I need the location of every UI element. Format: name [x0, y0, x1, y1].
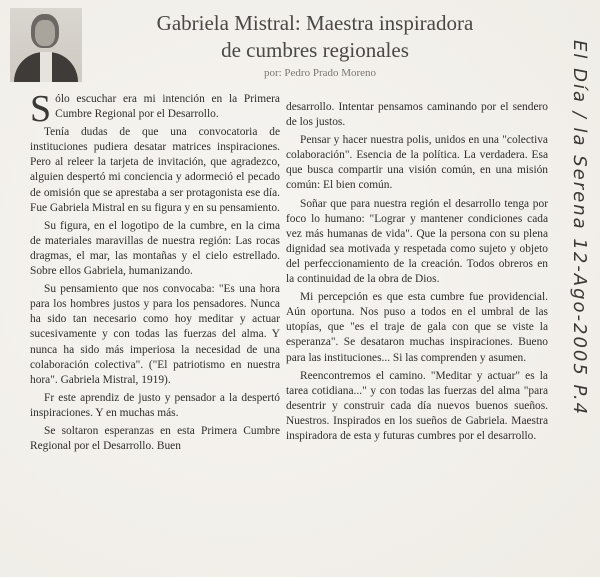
portrait-face — [35, 20, 55, 46]
article-byline: por: Pedro Prado Moreno — [263, 67, 377, 79]
paragraph: Reencontremos el camino. "Meditar y actuar" es la tarea cotidiana..." y con todas las fuerzas del alma "para desentrir y construir cada día nuevos buenos sueños. Nuestros. Inspirados en los sueños de Gabriela. Maestra inspiradora de esta y futuras cumbres por el desarrollo. — [286, 369, 548, 442]
drop-cap: S — [30, 88, 52, 130]
article-column-right — [286, 100, 548, 447]
handwritten-source-note — [560, 40, 594, 460]
paragraph: Soñar que para nuestra región el desarrollo tenga por foco lo humano: "Lograr y mantener condiciones cada vez más humanas de vida". Que la persona con su plena dignidad sea motivada y respetada como sujeto y objeto del perfeccionamiento de la creación. Todos obreros en la continuidad de la obra de Dios. — [286, 197, 548, 286]
paragraph: desarrollo. Intentar pensamos caminando por el sendero de los justos. — [286, 101, 548, 129]
portrait-shirt — [40, 52, 52, 82]
article-column-left — [30, 88, 280, 457]
paragraph-text: ólo escuchar era mi intención en la Primera Cumbre Regional por el Desarrollo. — [55, 93, 280, 121]
paragraph — [30, 88, 280, 130]
handwritten-note-text: El Día / la Serena 12-Ago-2005 P.4 — [569, 40, 590, 417]
paragraph: Pensar y hacer nuestra polis, unidos en una "colectiva colaboración". Esencia de la política. La verdadera. Esa que busca compartir una visión común, en una misión común: El bien común. — [286, 134, 548, 192]
paragraph: Mi percepción es que esta cumbre fue providencial. Aún oportuna. Nos puso a todos en el umbral de las utopías, que "es el traje de gala con que se viste la esperanza". Se desataron muchas inspiraciones. Bueno para las instituciones... Si las comprenden y asumen. — [286, 291, 548, 364]
paragraph: Su figura, en el logotipo de la cumbre, en la cima de materiales maravillas de nuestra región: Las rocas dragmas, el mar, las montañas y el cielo estrellado. Sobre ellos Gabriela, humanizando. — [30, 219, 280, 278]
paragraph: Su pensamiento que nos convocaba: "Es una hora para los hombres justos y para los pensadores. Nunca ha sido tan necesario como hoy meditar y actuar sucesivamente y con todas las fuerzas del alma. Y nunca ha sido más imperiosa la necesidad de una colaboración colectiva". ("El patriotismo en nuestra hora". Gabriela Mistral, 1919). — [30, 283, 280, 386]
article-title: Gabriela Mistral: Maestra inspiradora de cumbres regionales — [156, 11, 474, 62]
paragraph: Se soltaron esperanzas en esta Primera Cumbre Regional por el Desarrollo. Buen — [30, 424, 280, 453]
paragraph: Fr este aprendiz de justo y pensador a la despertó inspiraciones. Y en muchas más. — [30, 391, 280, 419]
paragraph: Tenía dudas de que una convocatoria de instituciones pudiera desatar matrices inspiraciones. Pero al releer la tarjeta de invitación, que agradezco, alguien despertó mi conciencia y adormeció el pecado de omisión que se aprestaba a ser protagonista ese día. Fue Gabriela Mistral en su figura y en su pensamiento. — [30, 126, 280, 214]
author-portrait-photo — [10, 8, 82, 82]
